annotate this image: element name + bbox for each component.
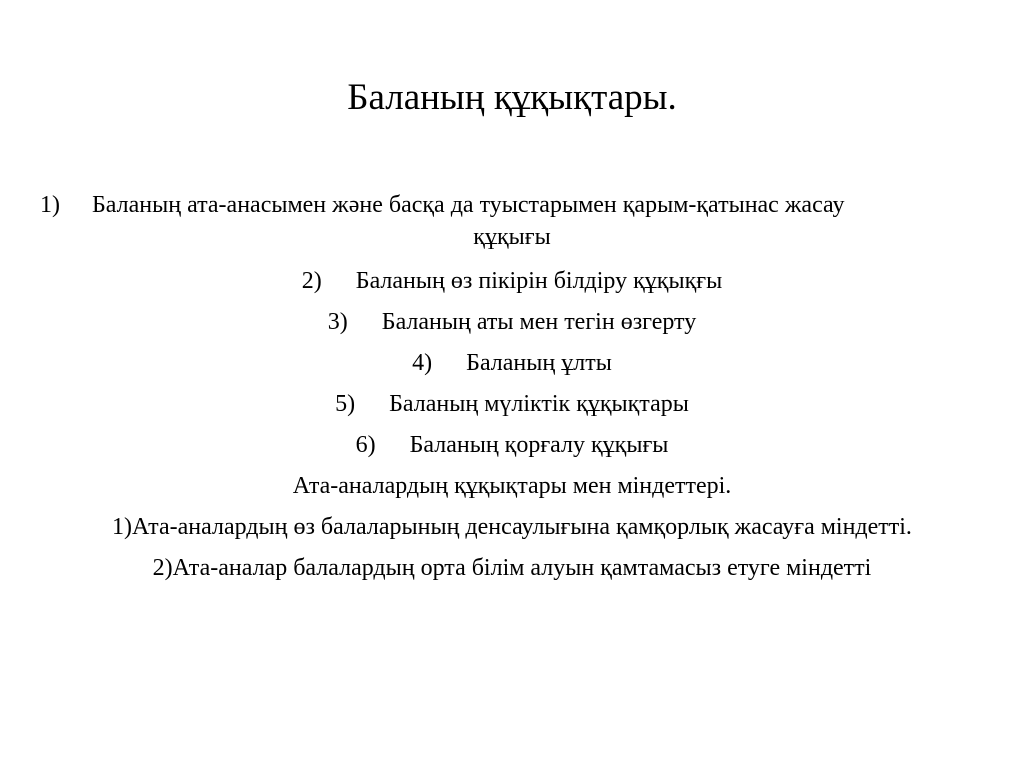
right-item-text: Баланың өз пікірін білдіру құқықғы xyxy=(355,268,723,294)
right-item-text: Баланың ұлты xyxy=(466,350,612,376)
right-item-text: Баланың аты мен тегін өзгерту xyxy=(381,309,697,335)
right-item-text: Баланың қорғалу құқығы xyxy=(409,432,669,458)
right-item-number: 4) xyxy=(412,350,433,376)
right-item-number: 5) xyxy=(335,391,356,417)
right-item-4 xyxy=(0,348,1024,378)
right-item-5 xyxy=(0,389,1024,419)
right-item-number: 1) xyxy=(40,192,60,218)
right-item-number: 2) xyxy=(301,268,322,294)
right-item-text-continuation: құқығы xyxy=(473,224,551,250)
right-item-text: Баланың мүліктік құқықтары xyxy=(389,391,689,417)
right-item-number: 6) xyxy=(355,432,376,458)
parents-item-1: 1)Ата-аналардың өз балаларының денсаулығына қамқорлық жасауға міндетті. xyxy=(112,514,912,540)
right-item-3 xyxy=(0,307,1024,337)
parents-item-2: 2)Ата-аналар балалардың орта білім алуын қамтамасыз етуге міндетті xyxy=(152,555,872,581)
right-item-6 xyxy=(0,430,1024,460)
right-item-number: 3) xyxy=(327,309,348,335)
right-item-text: Баланың ата-анасымен және басқа да туыстарымен қарым-қатынас жасау xyxy=(92,192,845,218)
right-item-2 xyxy=(0,266,1024,296)
parents-heading: Ата-аналардың құқықтары мен міндеттері. xyxy=(292,473,732,499)
slide-title: Баланың құқықтары. xyxy=(347,77,677,118)
